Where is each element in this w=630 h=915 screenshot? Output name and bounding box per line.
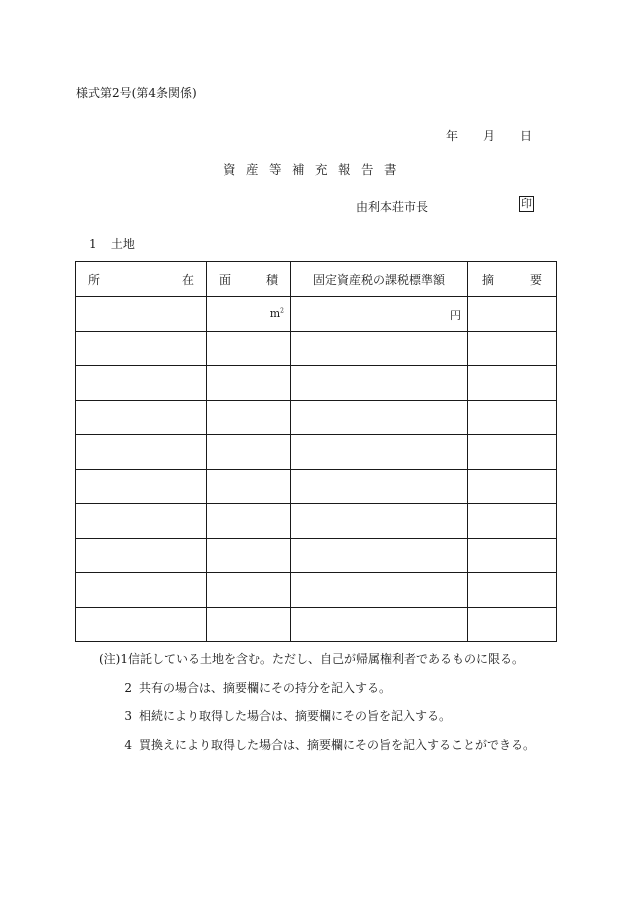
cell-location[interactable] bbox=[76, 297, 207, 332]
header-standard-value: 固定資産税の課税標準額 bbox=[291, 262, 468, 297]
cell-location[interactable] bbox=[76, 469, 207, 504]
cell-standard-value[interactable] bbox=[291, 469, 468, 504]
note-item bbox=[88, 736, 535, 765]
cell-location[interactable] bbox=[76, 366, 207, 401]
table-row bbox=[76, 607, 557, 642]
table-row bbox=[76, 538, 557, 573]
cell-area[interactable] bbox=[207, 469, 291, 504]
section-label: 土地 bbox=[110, 237, 135, 251]
header-location-right: 在 bbox=[181, 272, 194, 287]
cell-area[interactable] bbox=[207, 435, 291, 470]
cell-standard-value[interactable] bbox=[291, 607, 468, 642]
cell-location[interactable] bbox=[76, 435, 207, 470]
table-row bbox=[76, 366, 557, 401]
header-remarks bbox=[468, 262, 557, 297]
table-header-row bbox=[76, 262, 557, 297]
date-fields bbox=[446, 127, 532, 144]
section-number: 1 bbox=[89, 237, 97, 251]
table-row bbox=[76, 469, 557, 504]
note-text: 信託している土地を含む。ただし、自己が帰属権利者であるものに限る。 bbox=[128, 652, 525, 666]
cell-standard-value[interactable] bbox=[291, 435, 468, 470]
section-heading bbox=[89, 235, 135, 252]
cell-remarks[interactable] bbox=[468, 331, 557, 366]
header-area bbox=[207, 262, 291, 297]
note-lead: (注)1 bbox=[99, 652, 128, 666]
cell-area[interactable] bbox=[207, 366, 291, 401]
cell-remarks[interactable] bbox=[468, 297, 557, 332]
cell-remarks[interactable] bbox=[468, 538, 557, 573]
cell-standard-value[interactable] bbox=[291, 297, 468, 332]
note-lead: 2 bbox=[124, 680, 132, 695]
header-remarks-left: 摘 bbox=[482, 272, 495, 287]
note-item bbox=[88, 650, 535, 679]
date-day-label: 日 bbox=[519, 129, 532, 143]
cell-standard-value[interactable] bbox=[291, 504, 468, 539]
header-location bbox=[76, 262, 207, 297]
note-lead: 4 bbox=[124, 737, 132, 752]
note-text: 買換えにより取得した場合は、摘要欄にその旨を記入することができる。 bbox=[139, 737, 536, 752]
cell-location[interactable] bbox=[76, 331, 207, 366]
cell-location[interactable] bbox=[76, 607, 207, 642]
header-area-left: 面 bbox=[219, 272, 232, 287]
header-area-right: 積 bbox=[265, 272, 278, 287]
cell-standard-value[interactable] bbox=[291, 366, 468, 401]
cell-remarks[interactable] bbox=[468, 366, 557, 401]
cell-area[interactable] bbox=[207, 331, 291, 366]
cell-remarks[interactable] bbox=[468, 504, 557, 539]
value-unit: 円 bbox=[450, 309, 461, 322]
note-text: 相続により取得した場合は、摘要欄にその旨を記入する。 bbox=[139, 709, 452, 723]
cell-location[interactable] bbox=[76, 573, 207, 608]
date-year-label: 年 bbox=[446, 129, 459, 143]
cell-area[interactable] bbox=[207, 504, 291, 539]
note-item bbox=[88, 679, 535, 708]
cell-area[interactable] bbox=[207, 400, 291, 435]
cell-area[interactable] bbox=[207, 538, 291, 573]
cell-standard-value[interactable] bbox=[291, 573, 468, 608]
notes-section bbox=[88, 650, 535, 764]
cell-remarks[interactable] bbox=[468, 469, 557, 504]
table-row bbox=[76, 400, 557, 435]
note-lead: 3 bbox=[124, 709, 132, 723]
cell-standard-value[interactable] bbox=[291, 331, 468, 366]
note-item bbox=[88, 707, 535, 736]
header-location-left: 所 bbox=[88, 272, 101, 287]
form-identifier: 様式第2号(第4条関係) bbox=[76, 86, 197, 100]
cell-location[interactable] bbox=[76, 504, 207, 539]
cell-location[interactable] bbox=[76, 400, 207, 435]
cell-standard-value[interactable] bbox=[291, 538, 468, 573]
cell-remarks[interactable] bbox=[468, 607, 557, 642]
cell-area[interactable] bbox=[207, 573, 291, 608]
document-title: 資産等補充報告書 bbox=[223, 162, 408, 177]
cell-area[interactable] bbox=[207, 607, 291, 642]
seal-mark: 印 bbox=[521, 197, 532, 210]
cell-remarks[interactable] bbox=[468, 435, 557, 470]
area-unit: $m^2$ bbox=[269, 307, 284, 320]
header-remarks-right: 要 bbox=[529, 272, 542, 287]
note-text: 共有の場合は、摘要欄にその持分を記入する。 bbox=[139, 680, 392, 695]
cell-standard-value[interactable] bbox=[291, 400, 468, 435]
land-table bbox=[75, 261, 557, 642]
cell-area[interactable] bbox=[207, 297, 291, 332]
table-row bbox=[76, 331, 557, 366]
table-row bbox=[76, 573, 557, 608]
table-row bbox=[76, 435, 557, 470]
cell-location[interactable] bbox=[76, 538, 207, 573]
addressee: 由利本荘市長 bbox=[356, 200, 429, 214]
cell-remarks[interactable] bbox=[468, 573, 557, 608]
cell-remarks[interactable] bbox=[468, 400, 557, 435]
date-month-label: 月 bbox=[482, 129, 495, 143]
table-row bbox=[76, 297, 557, 332]
table-row bbox=[76, 504, 557, 539]
